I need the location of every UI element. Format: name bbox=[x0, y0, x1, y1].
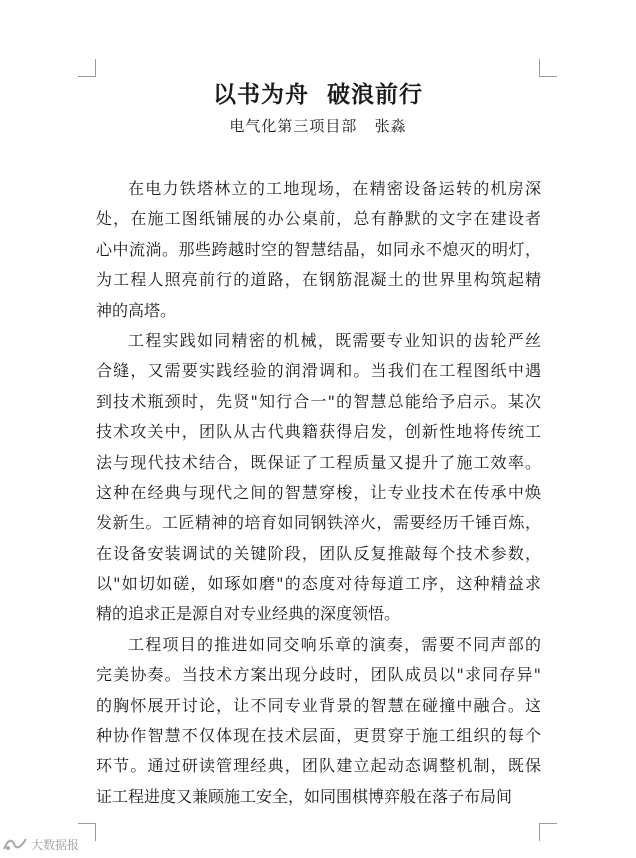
text-line: 证工程进度又兼顾施工安全，如同围棋博弈般在落子布局间 bbox=[96, 786, 513, 806]
margin-corner-bottom-right bbox=[539, 823, 557, 841]
text-line: 心中流淌。那些跨越时空的智慧结晶，如同永不熄灭的明灯， bbox=[96, 239, 541, 259]
text-line: 发新生。工匠精神的培育如同钢铁淬火，需要经历千锤百炼， bbox=[96, 513, 541, 533]
margin-corner-top-right bbox=[539, 59, 557, 77]
document-title: 以书为舟 破浪前行 bbox=[212, 81, 423, 108]
paragraph bbox=[96, 174, 541, 326]
margin-corner-bottom-left bbox=[78, 823, 96, 841]
text-line: 完美协奏。当技术方案出现分歧时，团队成员以"求同存异" bbox=[96, 665, 541, 685]
text-line: 的胸怀展开讨论，让不同专业背景的智慧在碰撞中融合。这 bbox=[96, 695, 541, 715]
text-line: 在设备安装调试的关键阶段，团队反复推敲每个技术参数， bbox=[96, 543, 541, 563]
text-line: 工程项目的推进如同交响乐章的演奏，需要不同声部的 bbox=[128, 634, 541, 654]
text-line: 精的追求正是源自对专业经典的深度领悟。 bbox=[96, 604, 401, 624]
text-line: 种协作智慧不仅体现在技术层面，更贯穿于施工组织的每个 bbox=[96, 726, 541, 746]
watermark bbox=[2, 834, 79, 854]
paragraph bbox=[96, 326, 541, 630]
text-line: 技术攻关中，团队从古代典籍获得启发，创新性地将传统工 bbox=[96, 422, 541, 442]
text-line: 法与现代技术结合，既保证了工程质量又提升了施工效率。 bbox=[96, 452, 541, 472]
logo-icon bbox=[2, 836, 28, 852]
text-line: 以"如切如磋，如琢如磨"的态度对待每道工序，这种精益求 bbox=[96, 574, 541, 594]
watermark-text: 大数据报 bbox=[31, 837, 80, 852]
text-line: 神的高塔。 bbox=[96, 300, 177, 320]
margin-corner-top-left bbox=[78, 59, 96, 77]
paragraph bbox=[96, 630, 541, 812]
text-line: 工程实践如同精密的机械，既需要专业知识的齿轮严丝 bbox=[128, 330, 541, 350]
document-body bbox=[96, 174, 541, 812]
text-line: 在电力铁塔林立的工地现场，在精密设备运转的机房深 bbox=[128, 179, 541, 198]
text-line: 到技术瓶颈时，先贤"知行合一"的智慧总能给予启示。某次 bbox=[96, 391, 541, 411]
author-line: 电气化第三项目部 张淼 bbox=[229, 117, 407, 135]
text-line: 环节。通过研读管理经典，团队建立起动态调整机制，既保 bbox=[96, 756, 541, 776]
text-line: 处，在施工图纸铺展的办公桌前，总有静默的文字在建设者 bbox=[96, 209, 541, 229]
text-line: 这种在经典与现代之间的智慧穿梭，让专业技术在传承中焕 bbox=[96, 482, 541, 502]
text-line: 为工程人照亮前行的道路，在钢筋混凝土的世界里构筑起精 bbox=[96, 270, 541, 290]
text-line: 合缝，又需要实践经验的润滑调和。当我们在工程图纸中遇 bbox=[96, 361, 541, 381]
